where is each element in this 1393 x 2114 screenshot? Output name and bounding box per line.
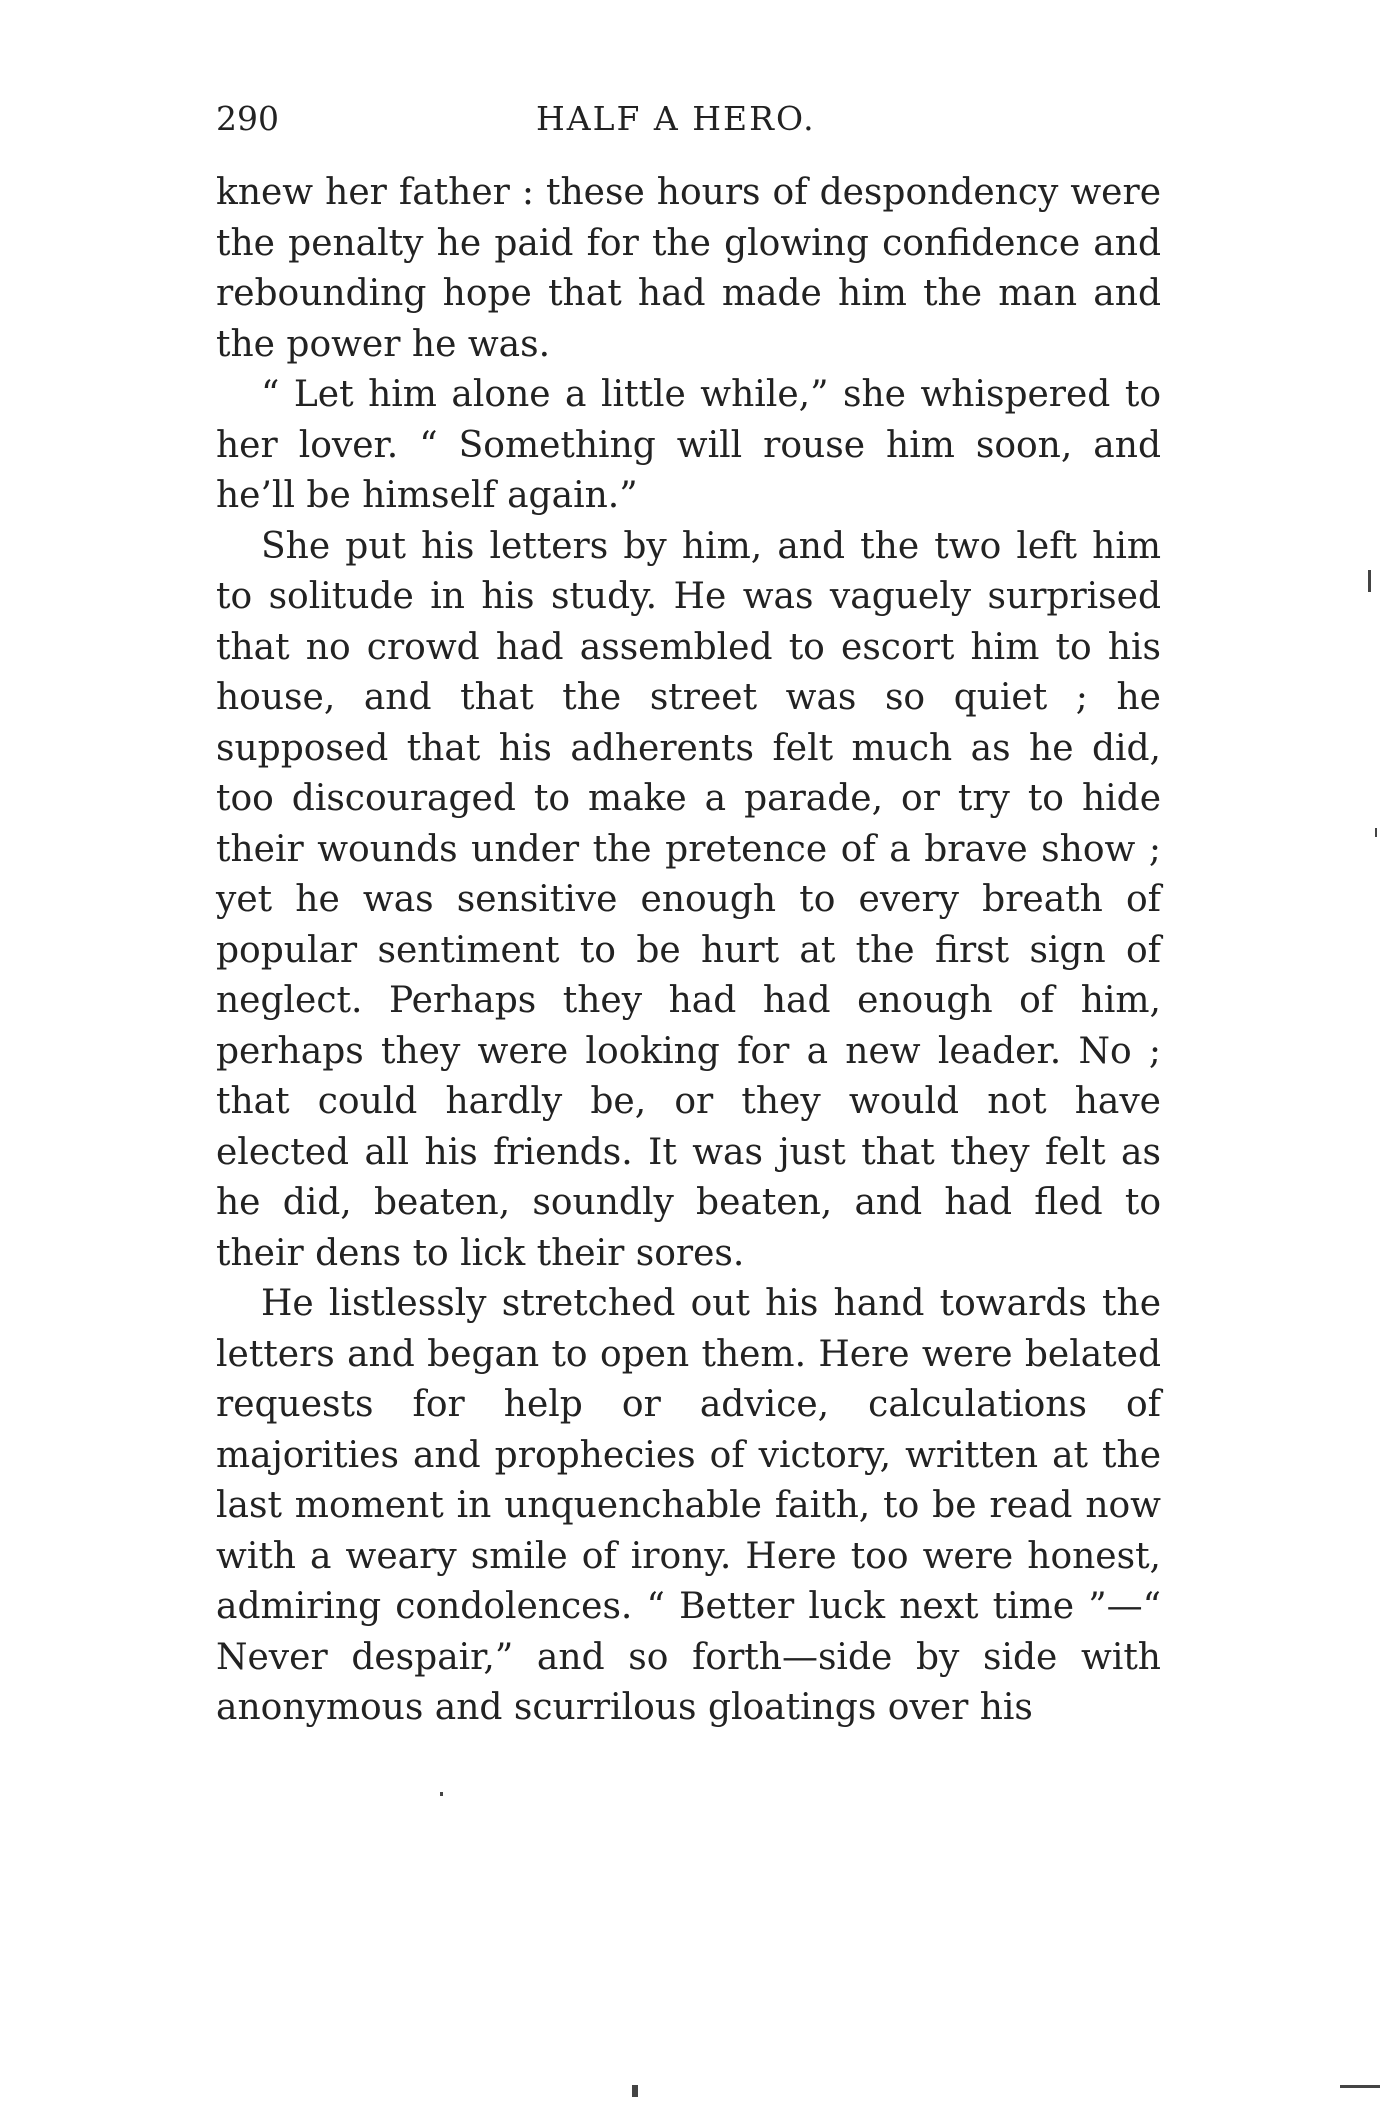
scan-artifact [1368, 570, 1371, 592]
paragraph-3: She put his letters by him, and the two left him to solitude in his study. He was vaguely surprised that no crowd had assembled to escort him to his house, and that the street was so quiet ; he supposed that his adherents felt much as he did, too discouraged to make a parade, or try to hide their wounds under the pretence of a brave show ; yet he was sensitive enough to every breath of popular sentiment to be hurt at the first sign of neglect. Perhaps they had had enough of him, perhaps they were looking for a new leader. No ; that could hardly be, or they would not have elected all his friends. It was just that they felt as he did, beaten, soundly beaten, and had fled to their dens to lick their sores. [216, 525, 1161, 1274]
scan-artifact [440, 1792, 443, 1796]
scan-artifact [632, 2085, 638, 2097]
running-head [216, 95, 1166, 143]
scan-artifact [1375, 828, 1377, 837]
paragraph-1: knew her father : these hours of despondency were the penalty he paid for the glowing confidence and rebounding hope that had made him the man and the power he was. [216, 172, 1161, 365]
scan-artifact [1340, 2085, 1380, 2088]
body-text [216, 168, 1161, 1734]
page-number: 290 [216, 99, 279, 138]
paragraph-4: He listlessly stretched out his hand towards the letters and began to open them. Here were belated requests for help or advice, calculations of majorities and prophecies of victory, written at the last moment in unquenchable faith, to be read now with a weary smile of irony. Here too were honest, admiring condolences. “ Better luck next time ”—“ Never despair,” and so forth—side by side with anonymous and scurrilous gloatings over his [216, 1283, 1161, 1728]
paragraph-2: “ Let him alone a little while,” she whispered to her lover. “ Something will rouse him soon, and he’ll be himself again.” [216, 374, 1161, 516]
book-title: HALF A HERO. [536, 99, 816, 138]
